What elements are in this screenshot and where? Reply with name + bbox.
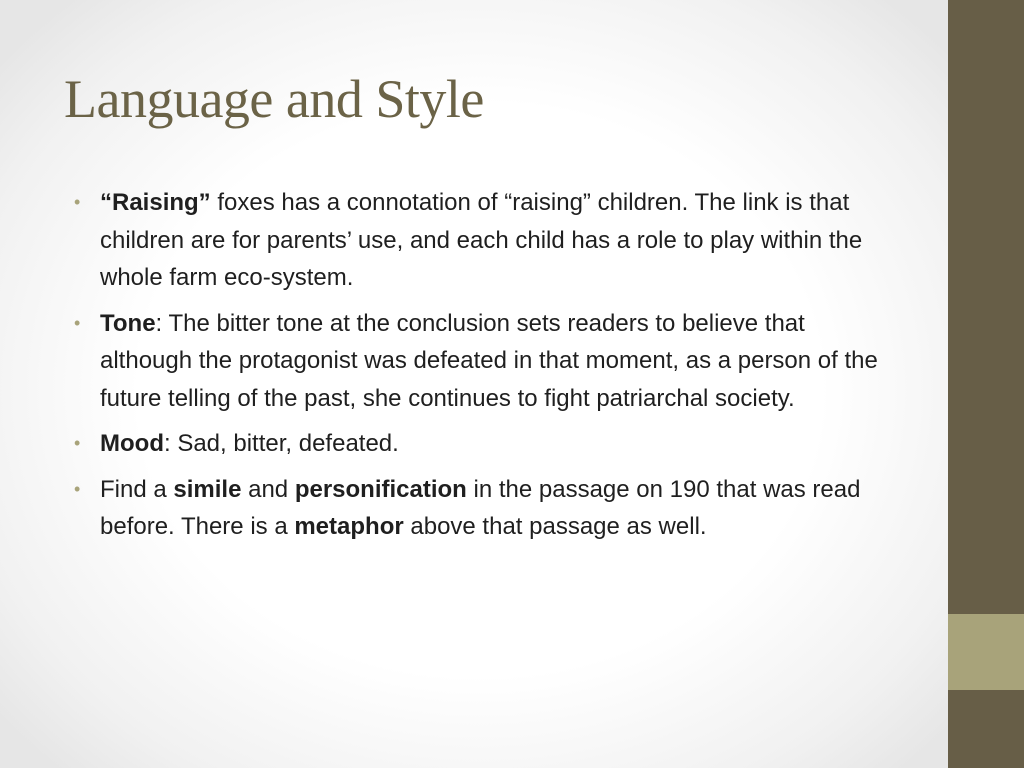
bullet-bold-term-metaphor: metaphor [294, 513, 404, 540]
bullet-item-mood [72, 425, 900, 463]
bullet-item-raising [72, 184, 900, 297]
bullet-bold-term-personification: personification [294, 475, 467, 503]
bullet-text: in the passage on 190 that was read before. There is a [100, 475, 861, 540]
bullet-bold-lead: Tone [100, 309, 156, 337]
bullet-bold-term-simile: simile [173, 475, 242, 503]
bullet-item-find-devices [72, 471, 900, 546]
bullet-text: foxes has a connotation of “raising” children. The link is that children are for parents’ use, and each child has a role to play within the whole farm eco-system. [100, 189, 863, 291]
bullet-dot-icon: • [74, 312, 81, 333]
bullet-text: : The bitter tone at the conclusion sets readers to believe that although the protagonist was defeated in that moment, as a person of the future telling of the past, she continues to fight patriarchal society. [100, 309, 878, 412]
bullet-item-tone [72, 305, 900, 418]
bullet-bold-lead: Mood [100, 430, 164, 457]
bullet-text: Find a [100, 475, 174, 503]
bullet-text: above that passage as well. [403, 513, 707, 540]
bullet-list [72, 184, 900, 554]
bullet-dot-icon: • [74, 433, 81, 453]
bullet-bold-lead: “Raising” [100, 189, 211, 216]
bullet-text: and [241, 475, 295, 503]
bullet-text: : Sad, bitter, defeated. [163, 430, 399, 457]
bullet-dot-icon: • [74, 192, 81, 212]
slide-title: Language and Style [64, 69, 484, 129]
decorative-side-bar-accent [948, 614, 1024, 690]
bullet-dot-icon: • [74, 478, 81, 499]
